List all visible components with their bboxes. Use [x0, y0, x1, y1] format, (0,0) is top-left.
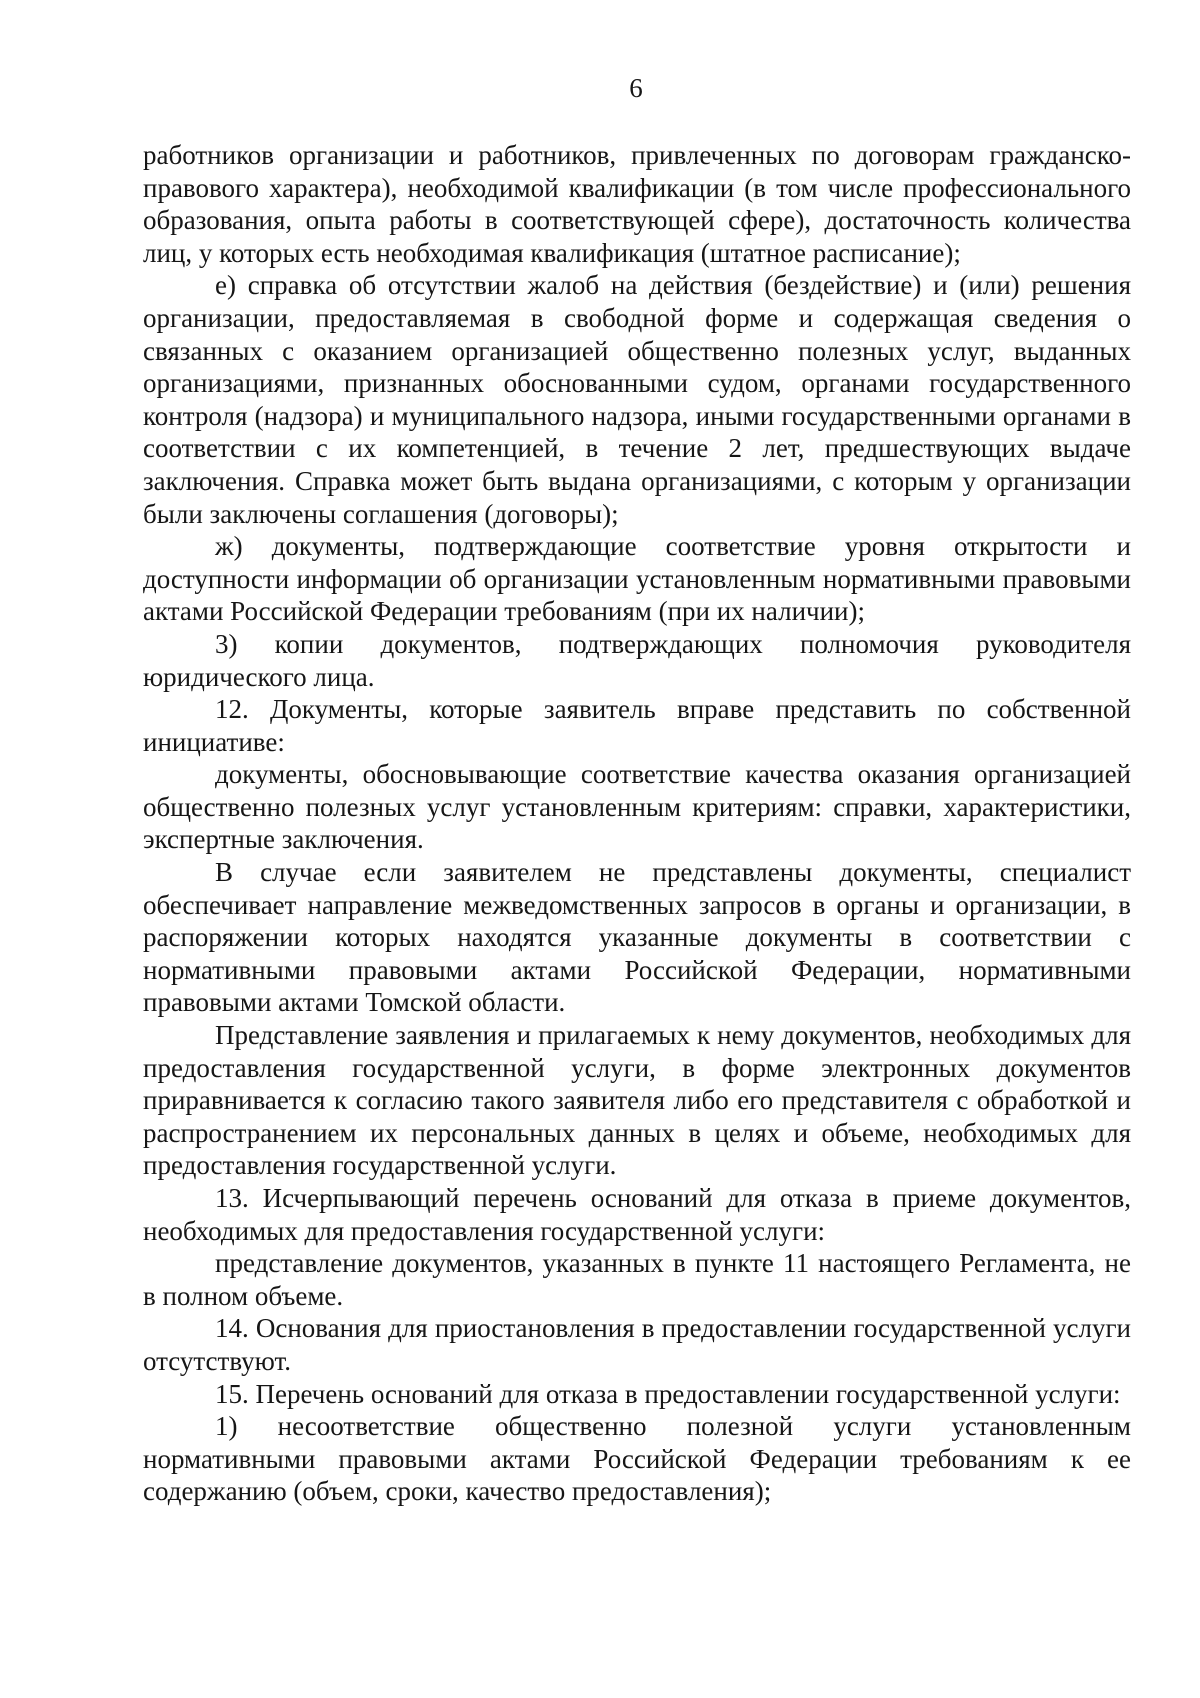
paragraph: 13. Исчерпывающий перечень оснований для отказа в приеме документов, необходимых для предоставления государственной услуги: — [143, 1183, 1131, 1246]
paragraph: документы, обосновывающие соответствие качества оказания организацией общественно полезных услуг установленным критериям: справки, характеристики, экспертные заключения. — [143, 759, 1131, 855]
page-number: 6 — [629, 73, 643, 103]
paragraph: 1) несоответствие общественно полезной услуги установленным нормативными правовыми актами Российской Федерации требованиям к ее содержанию (объем, сроки, качество предоставления); — [143, 1411, 1131, 1507]
paragraph: 3) копии документов, подтверждающих полномочия руководителя юридического лица. — [143, 628, 1131, 692]
paragraph: 12. Документы, которые заявитель вправе представить по собственной инициативе: — [143, 694, 1131, 757]
paragraph: ж) документы, подтверждающие соответствие уровня открытости и доступности информации об организации установленным нормативными правовыми актами Российской Федерации требованиям (при их наличии); — [143, 531, 1131, 627]
paragraph: работников организации и работников, привлеченных по договорам гражданско-правового характера), необходимой квалификации (в том числе профессионального образования, опыта работы в соответствующей сфере), достаточность количества лиц, у которых есть необходимая квалификация (штатное расписание); — [143, 140, 1131, 268]
paragraph: представление документов, указанных в пункте 11 настоящего Регламента, не в полном объеме. — [143, 1248, 1131, 1311]
document-body — [143, 139, 1131, 1508]
paragraph: Представление заявления и прилагаемых к нему документов, необходимых для предоставления государственной услуги, в форме электронных документов приравнивается к согласию такого заявителя либо его представителя с обработкой и распространением их персональных данных в целях и объеме, необходимых для предоставления государственной услуги. — [143, 1020, 1131, 1181]
paragraph: 14. Основания для приостановления в предоставлении государственной услуги отсутствуют. — [143, 1313, 1131, 1376]
paragraph: 15. Перечень оснований для отказа в предоставлении государственной услуги: — [215, 1378, 1121, 1409]
paragraph: е) справка об отсутствии жалоб на действия (бездействие) и (или) решения организации, предоставляемая в свободной форме и содержащая сведения о связанных с оказанием организацией общественно полезных услуг, выданных организациями, признанных обоснованными судом, органами государственного контроля (надзора) и муниципального надзора, иными государственными органами в соответствии с их компетенцией, в течение 2 лет, предшествующих выдаче заключения. Справка может быть выдана организациями, с которым у организации были заключены соглашения (договоры); — [143, 270, 1131, 529]
paragraph: В случае если заявителем не представлены документы, специалист обеспечивает направление межведомственных запросов в органы и организации, в распоряжении которых находятся указанные документы в соответствии с нормативными правовыми актами Российской Федерации, нормативными правовыми актами Томской области. — [143, 857, 1131, 1018]
